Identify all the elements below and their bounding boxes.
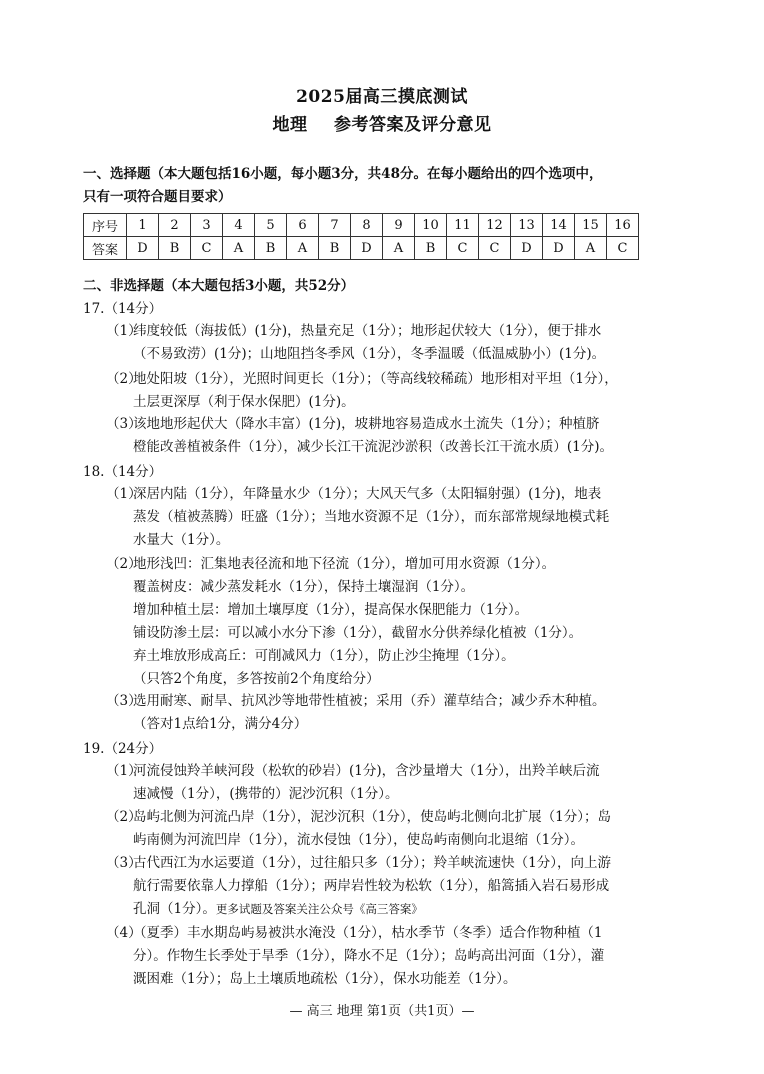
- number-cell: 2: [159, 214, 191, 237]
- answer-line: 溉困难（1分）；岛上土壤质地疏松（1分），保水功能差（1分）。: [133, 971, 517, 987]
- section2-heading: 二、非选择题（本大题包括3小题，共52分）: [83, 278, 355, 294]
- answer-cell: C: [447, 237, 479, 260]
- document-subtitle: [0, 110, 764, 135]
- answer-line: 岛屿北侧为河流凸岸（1分），泥沙沉积（1分），使岛屿北侧向北扩展（1分）；岛: [133, 809, 612, 825]
- q17-part1: [106, 320, 686, 366]
- section1-heading-line1: 一、选择题（本大题包括16小题，每小题3分，共48分。在每小题给出的四个选项中，: [83, 166, 603, 182]
- subtitle-label: 参考答案及评分意见: [333, 115, 492, 135]
- answer-line: 分）。作物生长季处于旱季（1分），降水不足（1分）；岛屿高出河面（1分），灌: [133, 948, 605, 964]
- answer-line: 选用耐寒、耐旱、抗风沙等地带性植被；采用（乔）灌草结合；减少乔木种植。: [133, 693, 606, 709]
- q19-part4: [106, 922, 686, 991]
- answer-line: （不易致涝）(1分)；山地阻挡冬季风（1分），冬季温暖（低温威胁小）(1分)。: [133, 346, 606, 362]
- answer-line: 地形浅凹：汇集地表径流和地下径流（1分），增加可用水资源（1分）。: [133, 556, 556, 572]
- answer-line: 河流侵蚀羚羊峡河段（松软的砂岩）(1分)，含沙量增大（1分），出羚羊峡后流: [133, 763, 600, 779]
- number-cell: 10: [415, 214, 447, 237]
- answer-cell: D: [351, 237, 383, 260]
- answer-cell: C: [479, 237, 511, 260]
- number-cell: 7: [319, 214, 351, 237]
- answer-table-answer-row: [84, 237, 639, 260]
- answer-line: 纬度较低（海拔低）(1分)，热量充足（1分）；地形起伏较大（1分），便于排水: [133, 323, 602, 339]
- q18-part3: [106, 690, 686, 736]
- part-number: （2）: [106, 556, 142, 572]
- page-footer: — 高三 地理 第1页（共1页）—: [289, 1004, 475, 1019]
- number-cell: 14: [543, 214, 575, 237]
- part-number: （2）: [106, 809, 142, 825]
- answer-line-text: 孔洞（1分）。: [133, 901, 216, 917]
- part-number: （3）: [106, 855, 142, 871]
- q19-part3: [106, 852, 686, 921]
- answer-cell: C: [191, 237, 223, 260]
- answer-line: 增加种植土层：增加土壤厚度（1分），提高保水保肥能力（1分）。: [133, 602, 529, 618]
- answer-line: 弃土堆放形成高丘：可削减风力（1分），防止沙尘掩埋（1分）。: [133, 648, 515, 664]
- part-number: （1）: [106, 323, 142, 339]
- answer-cell: B: [319, 237, 351, 260]
- answer-line: 蒸发（植被蒸腾）旺盛（1分）；当地水资源不足（1分），而东部常规绿地模式耗: [133, 509, 610, 525]
- number-cell: 11: [447, 214, 479, 237]
- number-cell: 16: [607, 214, 639, 237]
- answer-line: 覆盖树皮：减少蒸发耗水（1分），保持土壤湿润（1分）。: [133, 579, 475, 595]
- answer-cell: A: [575, 237, 607, 260]
- q17-part2: [106, 368, 686, 414]
- answer-line: 土层更深厚（利于保水保肥）(1分)。: [133, 394, 355, 410]
- section1-heading: [83, 163, 683, 209]
- answer-line: 屿南侧为河流凹岸（1分），流水侵蚀（1分），使岛屿南侧向北退缩（1分）。: [133, 832, 585, 848]
- answer-cell: A: [287, 237, 319, 260]
- document-title: 2025届高三摸底测试: [296, 87, 468, 107]
- answer-line: （只答2个角度，多答按前2个角度给分）: [133, 671, 380, 687]
- number-cell: 8: [351, 214, 383, 237]
- question-18-label: 18.（14分）: [83, 464, 163, 480]
- part-number: （1）: [106, 763, 142, 779]
- number-cell: 4: [223, 214, 255, 237]
- section1-heading-line2: 只有一项符合题目要求）: [83, 189, 232, 205]
- answer-cell: B: [159, 237, 191, 260]
- number-cell: 12: [479, 214, 511, 237]
- answer-line: 深居内陆（1分），年降量水少（1分）；大风天气多（太阳辐射强）(1分)，地表: [133, 486, 602, 502]
- answer-table: [83, 213, 639, 260]
- part-number: （2）: [106, 371, 142, 387]
- answer-cell: D: [127, 237, 159, 260]
- question-19-label: 19.（24分）: [83, 741, 163, 757]
- number-cell: 5: [255, 214, 287, 237]
- answer-line: 橙能改善植被条件（1分），减少长江干流泥沙淤积（改善长江干流水质）(1分)。: [133, 439, 613, 455]
- answer-cell: D: [511, 237, 543, 260]
- number-cell: 3: [191, 214, 223, 237]
- answer-cell: A: [383, 237, 415, 260]
- row-label-number: 序号: [84, 214, 127, 237]
- part-number: （3）: [106, 693, 142, 709]
- question-17-label: 17.（14分）: [83, 301, 163, 317]
- promo-note: 更多试题及答案关注公众号《高三答案》: [215, 902, 423, 916]
- answer-line: 水量大（1分）。: [133, 532, 230, 548]
- answer-line: （答对1点给1分，满分4分）: [133, 716, 308, 732]
- q17-part3: [106, 413, 686, 459]
- number-cell: 6: [287, 214, 319, 237]
- answer-cell: B: [415, 237, 447, 260]
- part-number: （4）: [106, 925, 142, 941]
- number-cell: 13: [511, 214, 543, 237]
- q18-part2: [106, 553, 686, 691]
- row-label-answer: 答案: [84, 237, 127, 260]
- answer-cell: A: [223, 237, 255, 260]
- q19-part2: [106, 806, 686, 852]
- q19-part1: [106, 760, 686, 806]
- answer-cell: B: [255, 237, 287, 260]
- number-cell: 1: [127, 214, 159, 237]
- number-cell: 15: [575, 214, 607, 237]
- answer-line: 铺设防渗土层：可以减小水分下渗（1分），截留水分供养绿化植被（1分）。: [133, 625, 583, 641]
- answer-line: 古代西江为水运要道（1分），过往船只多（1分）；羚羊峡流速快（1分），向上游: [133, 855, 612, 871]
- number-cell: 9: [383, 214, 415, 237]
- q18-part1: [106, 483, 686, 552]
- answer-line: [133, 898, 686, 921]
- subject-label: 地理: [272, 115, 308, 135]
- answer-line: （夏季）丰水期岛屿易被洪水淹没（1分），枯水季节（冬季）适合作物种植（1: [133, 925, 603, 941]
- answer-line: 航行需要依靠人力撑船（1分）；两岸岩性较为松软（1分），船篙插入岩石易形成: [133, 878, 610, 894]
- answer-line: 速减慢（1分），(携带的）泥沙沉积（1分）。: [133, 786, 399, 802]
- answer-table-number-row: [84, 214, 639, 237]
- answer-cell: D: [543, 237, 575, 260]
- answer-cell: C: [607, 237, 639, 260]
- answer-line: 地处阳坡（1分），光照时间更长（1分）；（等高线较稀疏）地形相对平坦（1分），: [133, 371, 618, 387]
- part-number: （1）: [106, 486, 142, 502]
- answer-line: 该地地形起伏大（降水丰富）(1分)，坡耕地容易造成水土流失（1分）；种植脐: [133, 416, 600, 432]
- part-number: （3）: [106, 416, 142, 432]
